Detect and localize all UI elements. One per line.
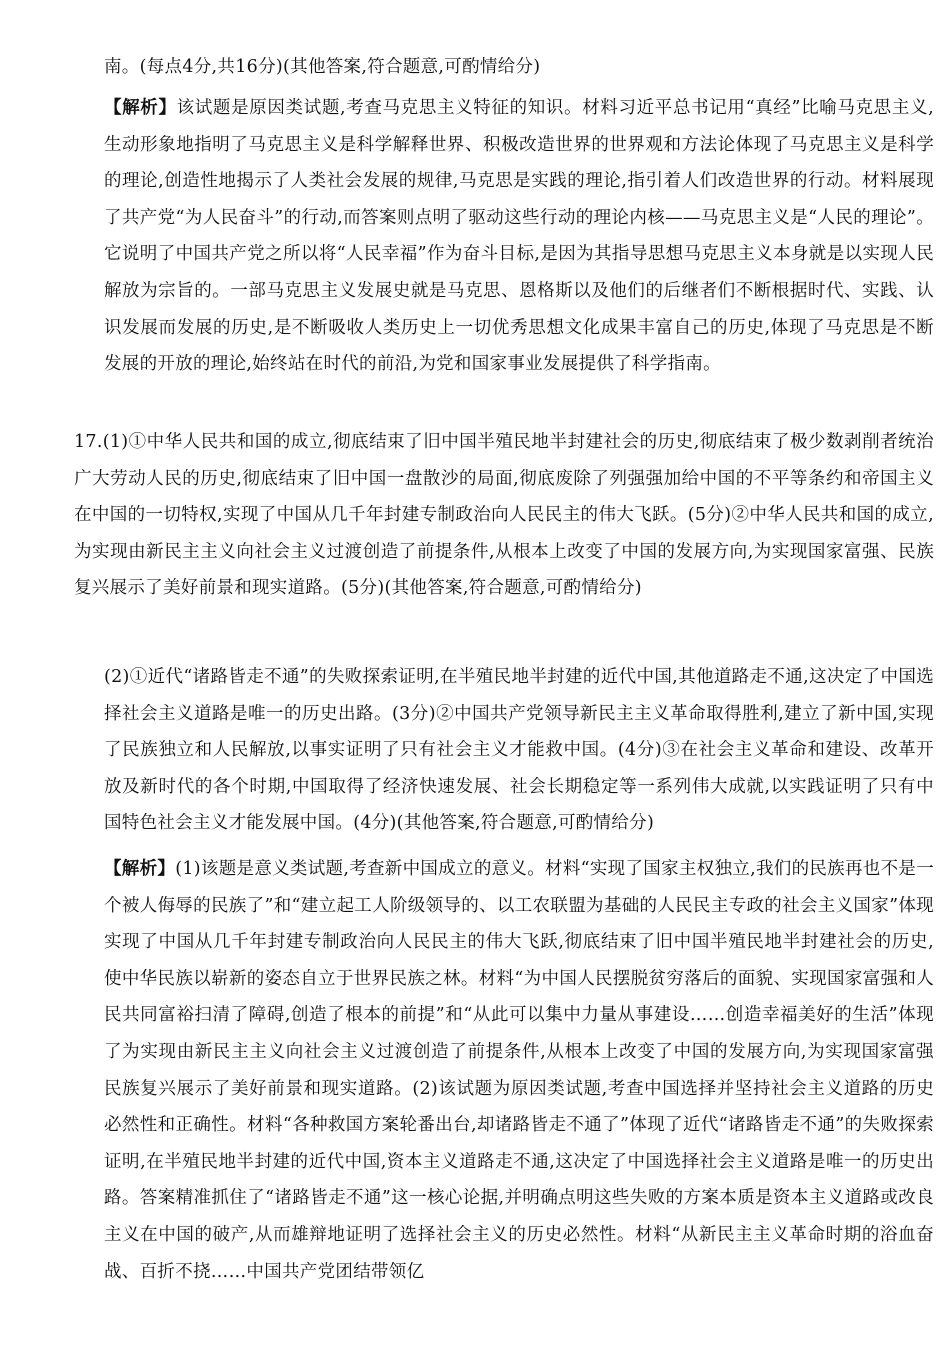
answer-tail-text: 南。(每点4分,共16分)(其他答案,符合题意,可酌情给分) xyxy=(104,57,541,77)
question-17-part-2 xyxy=(104,659,934,842)
analysis-paragraph-16 xyxy=(104,90,934,383)
answer-continuation-line xyxy=(104,49,934,86)
part-1-answer: (1)①中华人民共和国的成立,彻底结束了旧中国半殖民地半封建社会的历史,彻底结束了极少数剥削者统治广大劳动人民的历史,彻底结束了旧中国一盘散沙的局面,彻底废除了列强强加给中国的不平等条约和帝国主义在中国的一切特权,实现了中国从几千年封建专制政治向人民民主的伟大飞跃。(5分)②中华人民共和国的成立,为实现由新民主主义向社会主义过渡创造了前提条件,从根本上改变了中国的发展方向,为实现国家富强、民族复兴展示了美好前景和现实道路。(5分)(其他答案,符合题意,可酌情给分) xyxy=(74,432,934,599)
analysis-paragraph-17 xyxy=(104,851,934,1290)
analysis-tag-17: 【解析】 xyxy=(104,859,176,879)
analysis-text-17: (1)该题是意义类试题,考查新中国成立的意义。材料“实现了国家主权独立,我们的民族再也不是一个被人侮辱的民族了”和“建立起工人阶级领导的、以工农联盟为基础的人民民主专政的社会主义国家”体现实现了中国从几千年封建专制政治向人民民主的伟大飞跃,彻底结束了旧中国半殖民地半封建社会的历史,使中华民族以崭新的姿态自立于世界民族之林。材料“为中国人民摆脱贫穷落后的面貌、实现国家富强和人民共同富裕扫清了障碍,创造了根本的前提”和“从此可以集中力量从事建设……创造幸福美好的生活”体现了为实现由新民主主义向社会主义过渡创造了前提条件,从根本上改变了中国的发展方向,为实现国家富强民族复兴展示了美好前景和现实道路。(2)该试题为原因类试题,考查中国选择并坚持社会主义道路的历史必然性和正确性。材料“各种救国方案轮番出台,却诸路皆走不通了”体现了近代“诸路皆走不通”的失败探索证明,在半殖民地半封建的近代中国,资本主义道路走不通,这决定了中国选择社会主义道路是唯一的历史出路。答案精准抓住了“诸路皆走不通”这一核心论据,并明确点明这些失败的方案本质是资本主义道路或改良主义在中国的破产,从而雄辩地证明了选择社会主义的历史必然性。材料“从新民主主义革命时期的浴血奋战、百折不挠……中国共产党团结带领亿 xyxy=(104,859,934,1282)
part-2-answer: (2)①近代“诸路皆走不通”的失败探索证明,在半殖民地半封建的近代中国,其他道路走不通,这决定了中国选择社会主义道路是唯一的历史出路。(3分)②中国共产党领导新民主主义革命取得胜利,建立了新中国,实现了民族独立和人民解放,以事实证明了只有社会主义才能救中国。(4分)③在社会主义革命和建设、改革开放及新时代的各个时期,中国取得了经济快速发展、社会长期稳定等一系列伟大成就,以实践证明了只有中国特色社会主义才能发展中国。(4分)(其他答案,符合题意,可酌情给分) xyxy=(104,667,934,834)
question-17-part-1 xyxy=(74,424,934,607)
analysis-tag: 【解析】 xyxy=(104,98,177,118)
analysis-text: 该试题是原因类试题,考查马克思主义特征的知识。材料习近平总书记用“真经”比喻马克思主义,生动形象地指明了马克思主义是科学解释世界、积极改造世界的世界观和方法论体现了马克思主义是科学的理论,创造性地揭示了人类社会发展的规律,马克思是实践的理论,指引着人们改造世界的行动。材料展现了共产党“为人民奋斗”的行动,而答案则点明了驱动这些行动的理论内核——马克思主义是“人民的理论”。它说明了中国共产党之所以将“人民幸福”作为奋斗目标,是因为其指导思想马克思主义本身就是以实现人民解放为宗旨的。一部马克思主义发展史就是马克思、恩格斯以及他们的后继者们不断根据时代、实践、认识发展而发展的历史,是不断吸收人类历史上一切优秀思想文化成果丰富自己的历史,体现了马克思是不断发展的开放的理论,始终站在时代的前沿,为党和国家事业发展提供了科学指南。 xyxy=(104,98,935,375)
question-number: 17. xyxy=(74,432,103,452)
